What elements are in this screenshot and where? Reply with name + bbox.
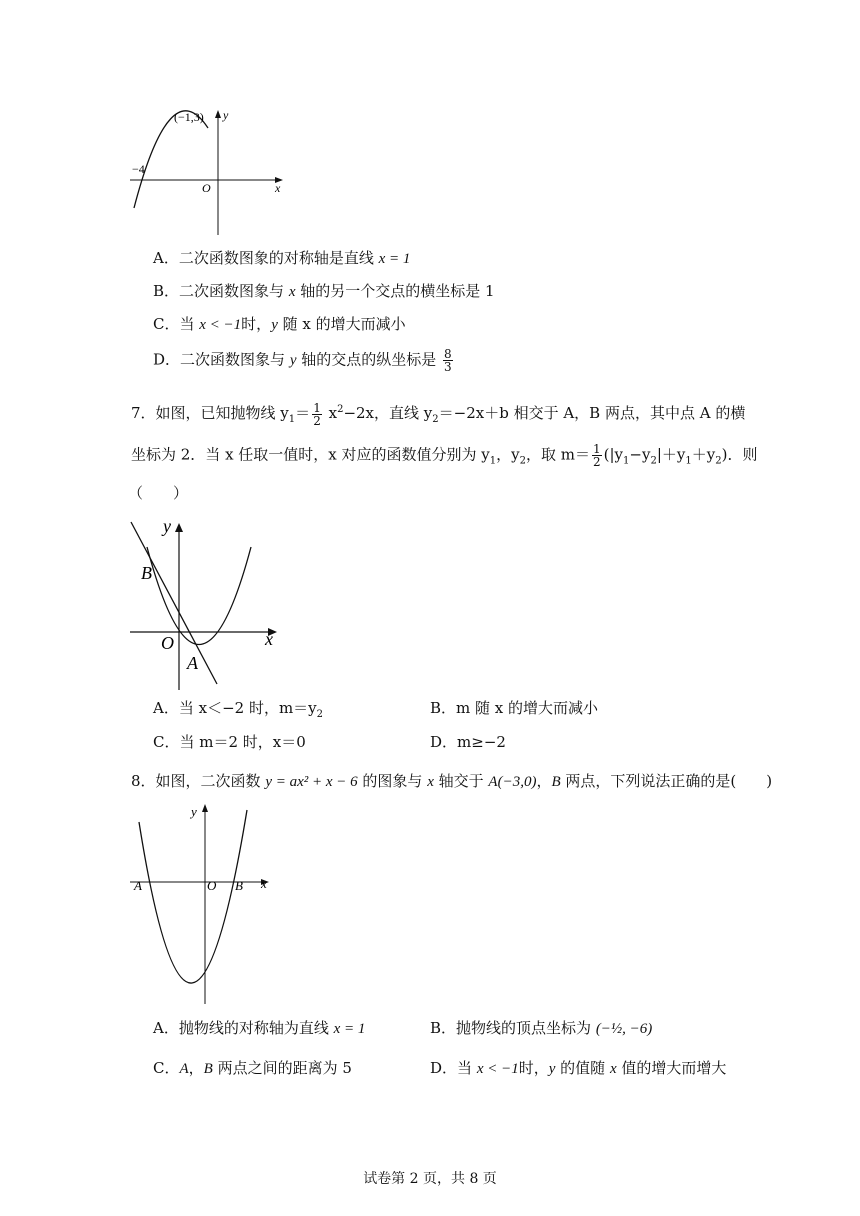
q6-option-d <box>153 348 455 373</box>
option-math: x < −1 <box>476 1061 519 1077</box>
q8-point-a-label: A <box>134 878 142 893</box>
option-var: y <box>548 1061 556 1077</box>
q8-option-b <box>430 1018 652 1039</box>
option-text: 值的增大而增大 <box>616 1059 727 1077</box>
fraction-denominator: 3 <box>444 360 452 374</box>
option-math: B <box>203 1061 213 1077</box>
option-math: A <box>179 1061 189 1077</box>
q8-figure <box>125 800 285 1010</box>
fraction-numerator: 1 <box>593 442 601 456</box>
option-letter: C． <box>153 1059 180 1077</box>
subscript: 2 <box>316 709 324 720</box>
text: ，取 m＝ <box>526 445 591 464</box>
option-var: y <box>271 317 278 333</box>
option-text: 时， <box>518 1059 549 1077</box>
subscript: 1 <box>288 414 296 425</box>
text: −y <box>629 445 651 464</box>
math: y = ax² + x − 6 <box>265 774 358 790</box>
q8-option-d <box>430 1058 726 1079</box>
page-footer: 试卷第 2 页，共 8 页 <box>363 1171 497 1187</box>
q7-answer-paren: （ ） <box>128 484 189 502</box>
q8-point-b-label: B <box>235 878 243 893</box>
text: 轴交于 <box>433 772 489 790</box>
q6-option-c <box>153 314 406 335</box>
math: B <box>551 774 561 790</box>
q8-stem <box>131 771 772 792</box>
q7-x-axis-label: x <box>265 629 273 649</box>
text: 7．如图，已知抛物线 y <box>131 404 289 422</box>
option-letter: B． <box>430 1019 457 1037</box>
q7-point-a-label: A <box>187 653 198 673</box>
subscript: 2 <box>715 455 722 467</box>
text: ， <box>536 772 552 790</box>
text: |＋y <box>656 445 686 464</box>
option-text: 当 x＜−2 时，m＝y <box>178 699 317 717</box>
q6-x-axis-label: x <box>275 181 281 195</box>
q7-figure <box>125 512 285 692</box>
option-var: y <box>289 352 297 369</box>
q7-origin-label: O <box>161 633 174 653</box>
q6-option-b <box>153 281 495 302</box>
subscript: 1 <box>685 455 692 467</box>
subscript: 2 <box>432 414 439 425</box>
subscript: 1 <box>489 455 497 467</box>
q7-stem-line2 <box>131 443 757 472</box>
option-letter: D． <box>430 733 458 751</box>
q6-figure <box>120 100 300 240</box>
q8-x-axis-label: x <box>261 876 267 891</box>
option-text: 二次函数图象与 <box>179 282 289 300</box>
subscript: 1 <box>623 455 630 467</box>
text: ＝−2x＋b 相交于 A，B 两点，其中点 A 的横 <box>438 404 746 422</box>
q6-y-axis-label: y <box>223 108 229 122</box>
option-letter: C． <box>153 315 180 333</box>
option-text: 的值随 <box>555 1059 610 1077</box>
option-letter: A． <box>153 249 179 267</box>
text: −2x，直线 y <box>343 404 433 422</box>
option-text: 轴的交点的纵坐标是 <box>296 350 442 369</box>
option-var: x <box>288 284 296 300</box>
q6-root-label: −4 <box>132 162 145 176</box>
q6-vertex-label: (−1,3) <box>174 110 204 124</box>
text: 坐标为 2．当 x 任取一值时，x 对应的函数值分别为 y <box>131 445 490 464</box>
math: A(−3,0) <box>488 774 537 790</box>
text: 的图象与 <box>357 772 428 790</box>
option-math: x < −1 <box>199 317 242 333</box>
option-letter: B． <box>430 699 457 717</box>
text: x <box>323 404 338 422</box>
q8-option-c <box>153 1058 352 1079</box>
subscript: 2 <box>519 455 527 467</box>
option-text: ， <box>188 1059 204 1077</box>
option-letter: B． <box>153 282 180 300</box>
q7-option-a <box>153 698 323 725</box>
fraction <box>443 348 453 373</box>
q7-y-axis-label: y <box>163 516 171 536</box>
fraction-denominator: 2 <box>593 455 601 469</box>
option-letter: D． <box>153 350 181 369</box>
subscript: 2 <box>650 455 657 467</box>
option-letter: A． <box>153 699 179 717</box>
option-text: 时， <box>241 315 272 333</box>
option-text: 二次函数图象与 <box>180 350 290 369</box>
q7-option-c <box>153 732 306 752</box>
option-text: 当 <box>179 315 200 333</box>
fraction <box>312 402 322 427</box>
option-letter: A． <box>153 1019 179 1037</box>
q7-option-b <box>430 698 598 718</box>
option-math: x = 1 <box>378 251 411 267</box>
option-text: m≥−2 <box>457 733 506 751</box>
option-letter: C． <box>153 733 180 751</box>
text: )．则 <box>721 445 758 464</box>
text: ＝ <box>295 404 311 422</box>
q7-option-d <box>430 732 506 752</box>
superscript: 2 <box>337 404 344 415</box>
option-text: 当 m＝2 时，x＝0 <box>179 733 306 751</box>
option-text: 轴的另一个交点的横坐标是 1 <box>295 282 495 300</box>
option-text: m 随 x 的增大而减小 <box>456 699 599 717</box>
q8-option-a <box>153 1018 365 1039</box>
text: 8．如图，二次函数 <box>131 772 266 790</box>
math: x <box>427 774 434 790</box>
q8-y-axis-label: y <box>191 804 197 819</box>
q7-stem-line1 <box>131 400 745 430</box>
text: ，y <box>496 445 520 464</box>
option-text: 当 <box>457 1059 477 1077</box>
q8-origin-label: O <box>207 878 217 893</box>
text: 两点，下列说法正确的是( ) <box>560 772 773 790</box>
option-text: 二次函数图象的对称轴是直线 <box>178 249 379 267</box>
option-text: 随 x 的增大而减小 <box>277 315 406 333</box>
option-math: x = 1 <box>333 1021 366 1037</box>
option-var: x <box>609 1061 617 1077</box>
text: (|y <box>603 445 624 464</box>
text: ＋y <box>691 445 716 464</box>
fraction-numerator: 8 <box>444 347 452 361</box>
q6-option-a <box>153 248 410 269</box>
fraction-denominator: 2 <box>313 413 321 428</box>
option-text: 两点之间的距离为 5 <box>212 1059 352 1077</box>
q7-point-b-label: B <box>141 563 152 583</box>
q6-origin-label: O <box>202 181 211 195</box>
option-math: (−½, −6) <box>595 1021 653 1037</box>
option-text: 抛物线的对称轴为直线 <box>178 1019 334 1037</box>
fraction-numerator: 1 <box>313 400 321 415</box>
option-letter: D． <box>430 1059 458 1077</box>
option-text: 抛物线的顶点坐标为 <box>456 1019 596 1037</box>
fraction <box>592 443 602 468</box>
